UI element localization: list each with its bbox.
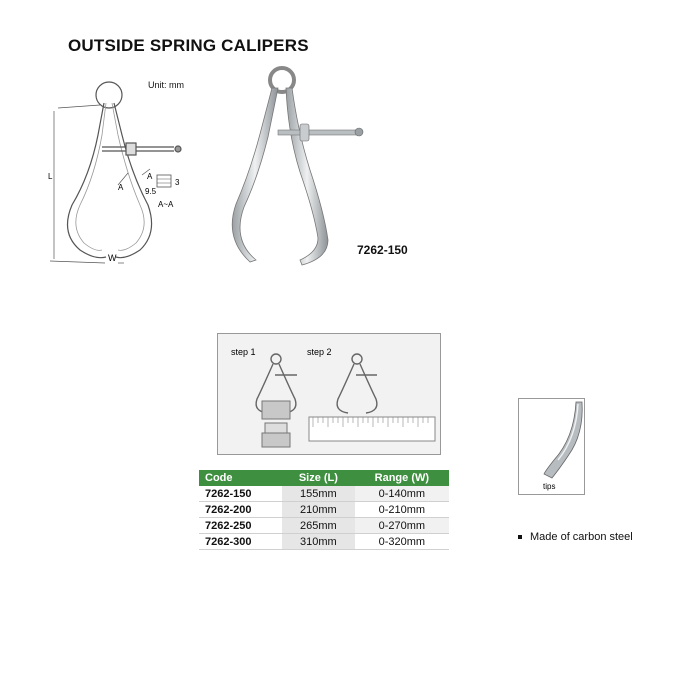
- unit-note: Unit: mm: [148, 80, 184, 90]
- width-dim-label: W: [108, 253, 117, 263]
- table-row: [199, 502, 449, 518]
- table-row: [199, 518, 449, 534]
- section-label: A~A: [158, 200, 174, 209]
- row-code: 7262-150: [199, 486, 282, 502]
- feature-text: Made of carbon steel: [530, 531, 633, 543]
- row-size: 155mm: [282, 486, 355, 502]
- tips-detail-image: [518, 398, 585, 495]
- row-size: 265mm: [282, 518, 355, 534]
- row-range: 0-210mm: [355, 502, 449, 518]
- row-code: 7262-250: [199, 518, 282, 534]
- usage-steps-illustration: [217, 333, 441, 455]
- header-code: Code: [199, 470, 282, 486]
- section-a-right-label: A: [147, 172, 153, 181]
- tips-label: tips: [543, 482, 556, 491]
- table-row: [199, 486, 449, 502]
- dim-width-label: 9.5: [145, 187, 157, 196]
- spec-table: [199, 470, 449, 550]
- step1-label: step 1: [231, 347, 256, 357]
- length-dim-label: L: [48, 172, 53, 181]
- row-range: 0-140mm: [355, 486, 449, 502]
- caliper-technical-drawing: [40, 75, 200, 270]
- dim-thickness-label: 3: [175, 178, 180, 187]
- page-title: OUTSIDE SPRING CALIPERS: [68, 36, 309, 55]
- step2-label: step 2: [307, 347, 332, 357]
- row-size: 310mm: [282, 534, 355, 550]
- section-a-left-label: A: [118, 183, 124, 192]
- bullet-icon: [518, 535, 522, 539]
- header-size: Size (L): [282, 470, 355, 486]
- row-code: 7262-200: [199, 502, 282, 518]
- row-range: 0-320mm: [355, 534, 449, 550]
- table-header-row: [199, 470, 449, 486]
- row-size: 210mm: [282, 502, 355, 518]
- row-range: 0-270mm: [355, 518, 449, 534]
- photo-model-label: 7262-150: [357, 243, 408, 257]
- caliper-product-photo: [220, 62, 370, 272]
- feature-item: [518, 531, 633, 543]
- row-code: 7262-300: [199, 534, 282, 550]
- header-range: Range (W): [355, 470, 449, 486]
- table-row: [199, 534, 449, 550]
